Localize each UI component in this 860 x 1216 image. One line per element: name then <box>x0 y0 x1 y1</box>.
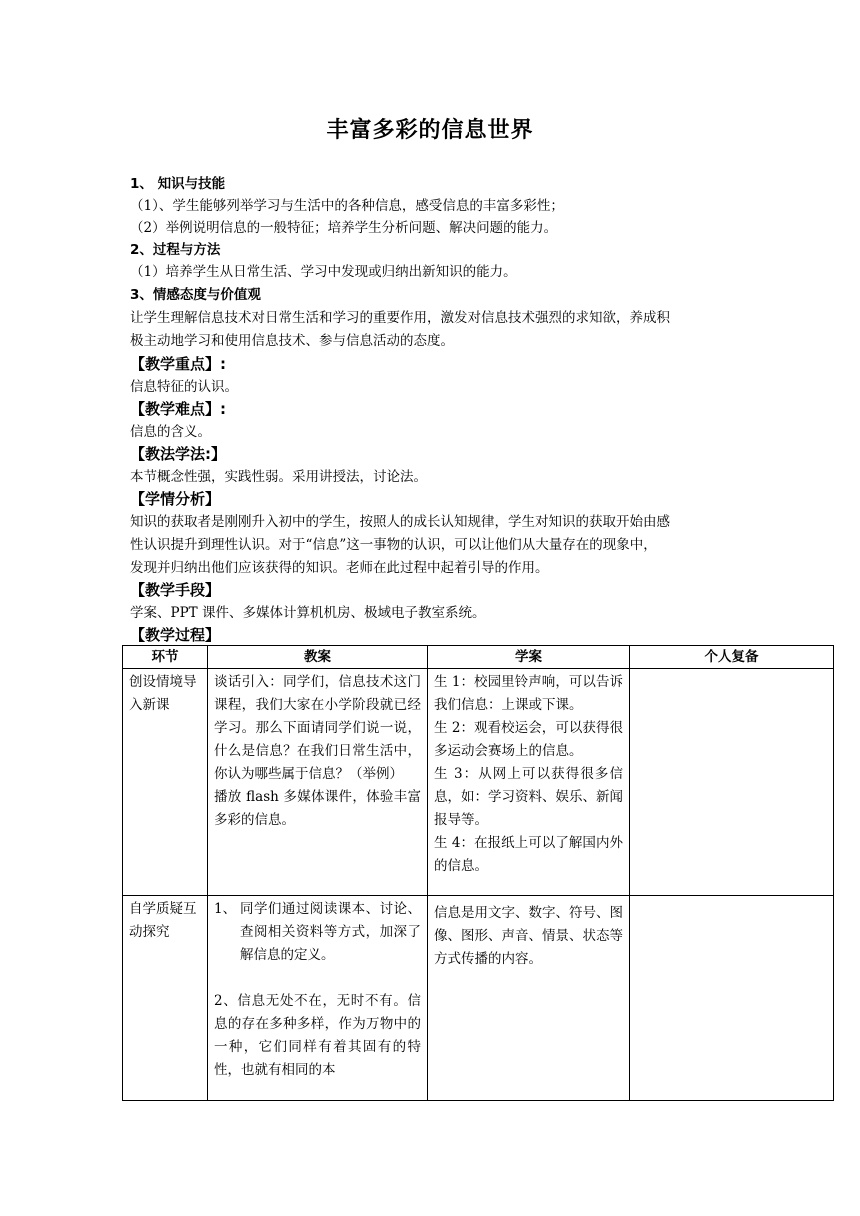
lesson-plan-cell <box>208 896 428 1101</box>
study-plan-text-1: 生 1：校园里铃声响，可以告诉我们信息：上课或下课。 <box>434 674 623 713</box>
personal-notes-cell <box>630 896 834 1101</box>
method-heading: 【教法学法:】 <box>130 445 226 463</box>
stage-cell <box>123 896 208 1101</box>
header-stage: 环节 <box>123 646 208 669</box>
knowledge-item-2: （2）举例说明信息的一般特征；培养学生分析问题、解决问题的能力。 <box>130 220 558 236</box>
analysis-heading: 【学情分析】 <box>130 490 221 508</box>
lesson-plan-text-1: 同学们通过阅读课本、讨论、查阅相关资料等方式，加深了解信息的定义。 <box>240 901 421 963</box>
lesson-plan-text-2: 播放 flash 多媒体课件，体验丰富多彩的信息。 <box>214 789 421 828</box>
attitude-line-1: 让学生理解信息技术对日常生活和学习的重要作用，激发对信息技术强烈的求知欲，养成积 <box>130 310 670 326</box>
study-plan-text-4: 生 4：在报纸上可以了解国内外的信息。 <box>434 835 623 874</box>
attitude-line-2: 极主动地学习和使用信息技术、参与信息活动的态度。 <box>130 333 454 349</box>
document-title: 丰富多彩的信息世界 <box>326 118 534 143</box>
header-lesson-plan: 教案 <box>208 646 428 669</box>
stage-text: 创设情境导入新课 <box>129 674 197 713</box>
spacer <box>214 967 421 990</box>
study-plan-text-2: 生 2：观看校运会，可以获得很多运动会赛场上的信息。 <box>434 720 623 759</box>
teaching-process-table <box>122 645 834 1101</box>
lesson-plan-text-2: 2、信息无处不在，无时不有。信息的存在多种多样，作为万物中的一种，它们同样有着其固有的特性，也就有相同的本 <box>214 993 421 1078</box>
study-plan-cell <box>428 896 630 1101</box>
study-plan-text-3: 生 3：从网上可以获得很多信息，如：学习资料、娱乐、新闻报导等。 <box>434 766 623 828</box>
knowledge-item-1: （1）、学生能够列举学习与生活中的各种信息，感受信息的丰富多彩性； <box>130 198 564 214</box>
section-attitude-heading: 3、情感态度与价值观 <box>130 287 261 303</box>
means-text: 学案、PPT 课件、多媒体计算机机房、极域电子教室系统。 <box>130 605 486 621</box>
study-plan-text-1: 信息是用文字、数字、符号、图像、图形、声音、情景、状态等方式传播的内容。 <box>434 905 623 967</box>
lesson-plan-text-1: 谈话引入：同学们，信息技术这门课程，我们大家在小学阶段就已经学习。那么下面请同学们说一说，什么是信息？在我们日常生活中，你认为哪些属于信息？（举例） <box>214 674 421 782</box>
stage-cell <box>123 669 208 896</box>
analysis-line-2: 性认识提升到理性认识。对于“信息”这一事物的认识，可以让他们从大量存在的现象中， <box>130 537 657 553</box>
study-plan-cell <box>428 669 630 896</box>
stage-text: 自学质疑互动探究 <box>129 901 197 940</box>
table-row <box>123 669 834 896</box>
header-personal-notes: 个人复备 <box>630 646 834 669</box>
table-header-row <box>123 646 834 669</box>
section-process-method-heading: 2、过程与方法 <box>130 242 221 258</box>
means-heading: 【教学手段】 <box>130 581 221 599</box>
process-method-item-1: （1）培养学生从日常生活、学习中发现或归纳出新知识的能力。 <box>130 264 517 280</box>
analysis-line-3: 发现并归纳出他们应该获得的知识。老师在此过程中起着引导的作用。 <box>130 560 549 576</box>
lesson-plan-cell <box>208 669 428 896</box>
key-point-heading: 【教学重点】: <box>130 355 226 373</box>
header-study-plan: 学案 <box>428 646 630 669</box>
lesson-plan-list-item-1 <box>214 898 421 967</box>
method-text: 本节概念性强，实践性弱。采用讲授法，讨论法。 <box>130 469 427 485</box>
section-knowledge-heading: 1、 知识与技能 <box>130 176 226 192</box>
difficulty-text: 信息的含义。 <box>130 424 211 440</box>
analysis-line-1: 知识的获取者是刚刚升入初中的学生，按照人的成长认知规律，学生对知识的获取开始由感 <box>130 514 670 530</box>
difficulty-heading: 【教学难点】: <box>130 400 226 418</box>
process-heading: 【教学过程】 <box>130 626 221 644</box>
key-point-text: 信息特征的认识。 <box>130 379 238 395</box>
list-number: 1、 <box>214 901 237 917</box>
table-row <box>123 896 834 1101</box>
personal-notes-cell <box>630 669 834 896</box>
